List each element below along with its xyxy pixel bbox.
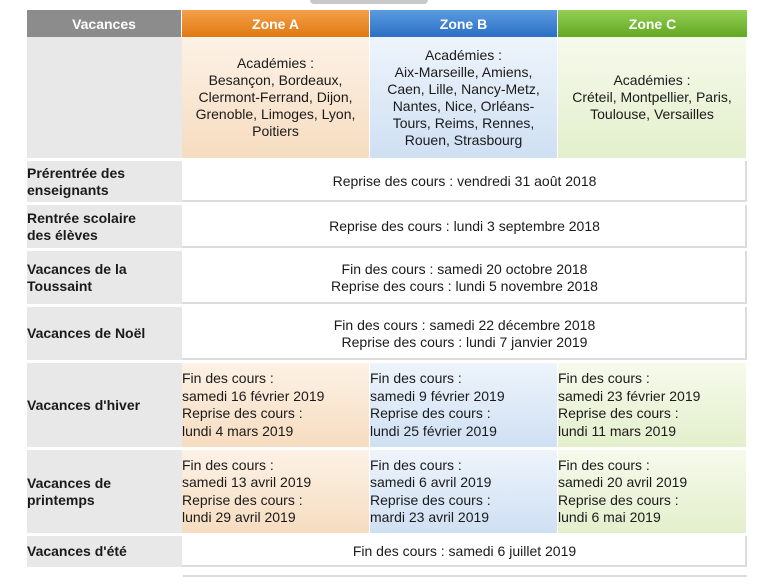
- academies-zone-b: Académies : Aix-Marseille, Amiens, Caen, Lille, Nancy-Metz, Nantes, Nice, Orléans- Tours, Reims, Rennes, Rouen, Strasbourg: [370, 37, 558, 161]
- row-label: Vacances d'été: [27, 536, 182, 570]
- top-tab-edge: [310, 0, 428, 4]
- row-label: Vacances de Noël: [27, 307, 182, 363]
- header-vacances: Vacances: [27, 10, 182, 37]
- row-label: Vacances d'hiver: [27, 363, 182, 450]
- ete-dates: Fin des cours : samedi 6 juillet 2019: [182, 536, 747, 570]
- header-zone-b: Zone B: [370, 10, 558, 37]
- rentree-dates: Reprise des cours : lundi 3 septembre 2018: [182, 205, 747, 251]
- row-prerentree: [27, 161, 747, 205]
- row-rentree: [27, 205, 747, 251]
- header-zone-c: Zone C: [558, 10, 747, 37]
- academies-zone-a: Académies : Besançon, Bordeaux, Clermont-Ferrand, Dijon, Grenoble, Limoges, Lyon, Poitiers: [182, 37, 370, 161]
- table-bottom-rule: [183, 575, 747, 577]
- noel-dates: Fin des cours : samedi 22 décembre 2018 Reprise des cours : lundi 7 janvier 2019: [182, 307, 747, 363]
- header-zone-a: Zone A: [182, 10, 370, 37]
- row-printemps: [27, 450, 747, 536]
- row-ete: [27, 536, 747, 570]
- hiver-zone-a: Fin des cours : samedi 16 février 2019 Reprise des cours : lundi 4 mars 2019: [182, 363, 370, 450]
- row-label: Vacances de la Toussaint: [27, 251, 182, 307]
- school-holidays-table: [27, 10, 747, 570]
- header-row: [27, 10, 747, 37]
- toussaint-dates: Fin des cours : samedi 20 octobre 2018 Reprise des cours : lundi 5 novembre 2018: [182, 251, 747, 307]
- row-noel: [27, 307, 747, 363]
- printemps-zone-b: Fin des cours : samedi 6 avril 2019 Reprise des cours : mardi 23 avril 2019: [370, 450, 558, 536]
- row-hiver: [27, 363, 747, 450]
- academies-label: [27, 37, 182, 161]
- row-label: Vacances de printemps: [27, 450, 182, 536]
- hiver-zone-b: Fin des cours : samedi 9 février 2019 Reprise des cours : lundi 25 février 2019: [370, 363, 558, 450]
- row-toussaint: [27, 251, 747, 307]
- row-label: Prérentrée des enseignants: [27, 161, 182, 205]
- printemps-zone-a: Fin des cours : samedi 13 avril 2019 Reprise des cours : lundi 29 avril 2019: [182, 450, 370, 536]
- row-label: Rentrée scolaire des élèves: [27, 205, 182, 251]
- hiver-zone-c: Fin des cours : samedi 23 février 2019 Reprise des cours : lundi 11 mars 2019: [558, 363, 747, 450]
- prerentree-dates: Reprise des cours : vendredi 31 août 2018: [182, 161, 747, 205]
- academies-row: [27, 37, 747, 161]
- printemps-zone-c: Fin des cours : samedi 20 avril 2019 Reprise des cours : lundi 6 mai 2019: [558, 450, 747, 536]
- academies-zone-c: Académies : Créteil, Montpellier, Paris, Toulouse, Versailles: [558, 37, 747, 161]
